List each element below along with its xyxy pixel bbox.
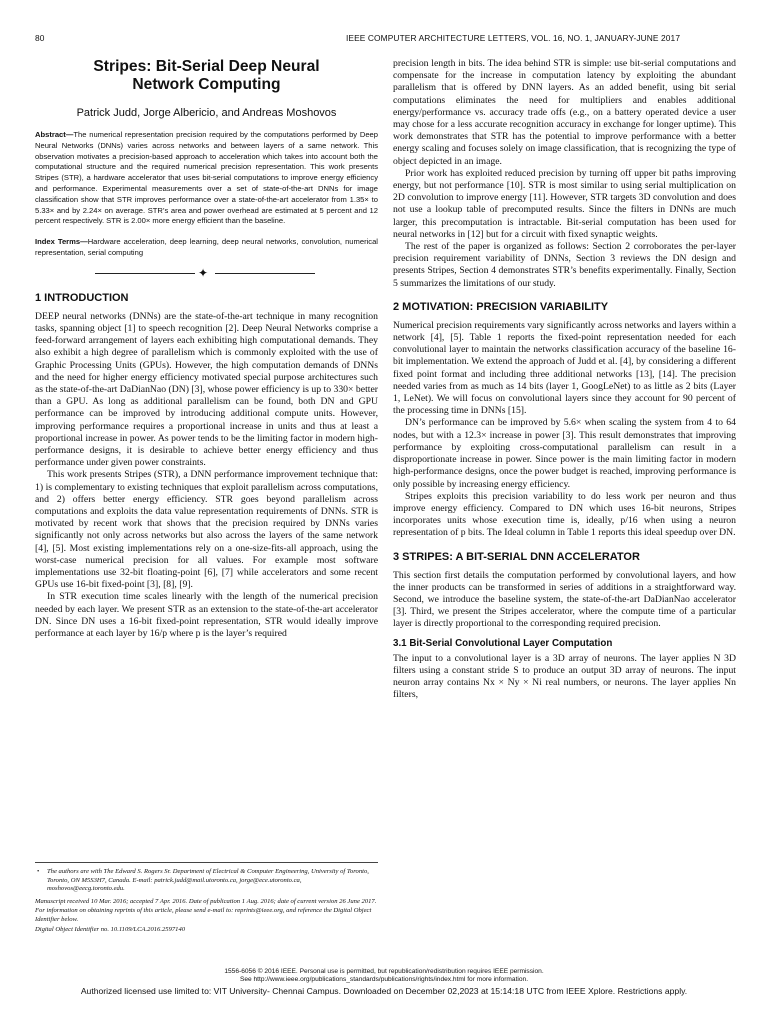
section-2-paragraph-2: DN’s performance can be improved by 5.6× when scaling the system from 4 to 64 nodes, but with a 12.3× increase in power [3]. This result demonstrates that improving performance by exploiting cross-computational parallelism can result in a disproportionate increase in power. Since power is the main limiting factor in modern high-performance designs, once the power budget is reached, improving performance is only possible by increasing energy efficiency.: [393, 417, 736, 490]
left-column: [35, 58, 378, 640]
subsection-3-1-heading: 3.1 Bit-Serial Convolutional Layer Computation: [393, 637, 613, 649]
section-1-heading: 1 INTRODUCTION: [35, 291, 129, 304]
section-divider: [35, 267, 378, 281]
paper-title: [35, 58, 378, 94]
divider-ornament-icon: ✦: [198, 265, 209, 280]
section-2-heading: 2 MOTIVATION: PRECISION VARIABILITY: [393, 300, 609, 313]
index-terms-label: Index Terms—: [35, 237, 88, 247]
prior-work-paragraph: Prior work has exploited reduced precision by turning off upper bit paths improving energy, but not performance [10]. STR is most similar to using serial multiplication on 2D convolution to improve energy [11]. However, STR targets 3D convolution and does not use a lookup table of precomputed results. Since the filters in DNNs are much larger, this precomputation is intractable. Bit-serial computation has been used for neural networks in [12] but for a circuit with fixed synaptic weights.: [393, 167, 736, 240]
copyright-notice: [0, 968, 768, 984]
section-3-paragraph-1: This section first details the computation performed by convolutional layers, and how the inner products can be transformed in series of additions in a straightforward way. Second, we introduce the baseline system, the state-of-the-art DaDianNao accelerator [3]. Third, we present the Stripes accelerator, where the compute time of a particular layer is directly proportional to the corresponding required precision.: [393, 569, 736, 630]
section-3-heading: 3 STRIPES: A BIT-SERIAL DNN ACCELERATOR: [393, 550, 640, 563]
title-line-1: Stripes: Bit-Serial Deep Neural: [93, 58, 320, 75]
intro-continued-paragraph: precision length in bits. The idea behind STR is simple: use bit-serial computations and compensate for the increase in computation latency by exploiting the abundant parallelism that is offered by DNN layers. As an added benefit, using bit serial computations eliminates the need for multipliers and enables additional energy/performance vs. accuracy trade offs (e.g., on a battery operated device a user may chose for a less accurate recognition accuracy in exchange for longer uptime). This work demonstrates that STR has the potential to improve performance with a better energy scaling and focuses solely on image classification, that is recognizing the type of object depicted in an image.: [393, 58, 736, 167]
footnote-doi: Digital Object Identifier no. 10.1109/LCA.2016.2597140: [35, 925, 186, 933]
footnotes: [35, 862, 378, 935]
copyright-line-2: See http://www.ieee.org/publications_standards/publications/rights/index.html for more information.: [239, 976, 529, 983]
divider-line-right: [215, 273, 315, 274]
intro-paragraph-2: This work presents Stripes (STR), a DNN performance improvement technique that: 1) is complementary to existing techniques that exploit parallelism across computations, and 2) offers better energy efficiency. STR goes beyond parallelism across computations and exploits the data value representation requirements of DNNs. STR is motivated by recent work that shows that the precision required by DNNs varies significantly not only across networks but also across the layers of the same network [4], [5]. Most existing implementations rely on a one-size-fits-all approach, using the worst-case numerical precision for all values. For example most software implementations use 32-bit floating-point [6], [7] while accelerators and some recent GPUs use 16-bit fixed-point [3], [8], [9].: [35, 469, 378, 591]
right-column: [393, 58, 736, 701]
section-2-paragraph-3: Stripes exploits this precision variability to do less work per neuron and thus improve energy efficiency. Compared to DN which uses 16-bit neurons, Stripes incorporates units whose execution time is, ideally, p/16 when using a neuron representation of p bits. The Ideal column in Table 1 reports this ideal speedup over DN.: [393, 490, 736, 539]
footnote-reprints: For information on obtaining reprints of this article, please send e-mail to: reprints@ieee.org, and reference the Digital Object Identifier below.: [35, 907, 372, 923]
download-notice: Authorized licensed use limited to: VIT University- Chennai Campus. Downloaded on December 02,2023 at 15:14:18 UTC from IEEE Xplore. Restrictions apply.: [80, 986, 688, 996]
journal-header: IEEE COMPUTER ARCHITECTURE LETTERS, VOL. 16, NO. 1, JANUARY-JUNE 2017: [346, 33, 681, 43]
subsection-3-1-paragraph-1: The input to a convolutional layer is a 3D array of neurons. The layer applies N 3D filters using a constant stride S to produce an output 3D array of neurons. The input neuron array contains Nx × Ny × Ni real numbers, or neurons. The layer applies Nn filters,: [393, 652, 736, 701]
index-terms-text: Hardware acceleration, deep learning, deep neural networks, convolution, numerical representation, serial computing: [35, 237, 378, 257]
section-2-paragraph-1: Numerical precision requirements vary significantly across networks and layers within a network [4], [5]. Table 1 reports the fixed-point representation needed for each convolutional layer to maintain the networks classification accuracy of the baseline 16-bit implementation. We extend the approach of Judd et al. [4], by considering a different fixed point format and including three additional networks [13], [14]. The precision needed varies from as much as 14 bits (layer 1, GoogLeNet) to as little as 2 bits (Layer 1, LeNet). We will focus on convolutional layers since they account for 90 percent of the processing time in DNNs [15].: [393, 319, 736, 417]
organization-paragraph: The rest of the paper is organized as follows: Section 2 corroborates the per-layer precision requirement variability of DNNs, Section 3 reviews the DN design and presents Stripes, Section 4 demonstrates STR’s benefits experimentally. Finally, Section 5 summarizes the limitations of our study.: [393, 241, 736, 289]
abstract-label: Abstract—: [35, 130, 74, 139]
copyright-line-1: 1556-6056 © 2016 IEEE. Personal use is permitted, but republication/redistribution requires IEEE permission.: [224, 968, 544, 975]
author-list: Patrick Judd, Jorge Albericio, and Andreas Moshovos: [76, 107, 337, 119]
abstract: [35, 130, 378, 227]
title-line-2: Network Computing: [132, 76, 281, 93]
page-number: 80: [35, 33, 45, 43]
intro-paragraph-3: In STR execution time scales linearly with the length of the numerical precision needed by each layer. We present STR as an extension to the state-of-the-art accelerator DN. Since DN uses a 16-bit fixed-point representation, STR would ideally improve performance at each layer by 16/p where p is the layer’s required: [35, 591, 378, 640]
divider-line-left: [95, 273, 195, 274]
footnote-affiliation: • The authors are with The Edward S. Rogers Sr. Department of Electrical & Computer Engineering, University of Toronto, Toronto, ON M5S3H7, Canada. E-mail: patrick.judd@mail.utoronto.ca, jorge@ece.utoronto.ca, moshovos@eecg.toronto.edu.: [35, 868, 378, 894]
intro-paragraph-1: DEEP neural networks (DNNs) are the state-of-the-art technique in many recognition tasks, spanning object [1] to speech recognition [2]. Deep Neural Networks comprise a feed-forward arrangement of layers each exhibiting high computational demands. They also exhibit a high degree of parallelism which is commonly exploited with the use of Graphic Processing Units (GPUs). However, the high computation demands of DNNs and the need for higher energy efficiency motivated special purpose architectures such as the state-of-the-art DaDianNao (DN) [3], whose power efficiency is up to 330× better than a GPU. As long as additional parallelism can be found, both DN and GPU performance can be improved by introducing additional compute units. However, improving performance requires a proportional increase in units and thus at least a proportional increase in power. As power tends to be the limiting factor in modern high-performance designs, it is desirable to achieve better energy efficiency and thus performance under given power constraints.: [35, 310, 378, 469]
index-terms: [35, 237, 378, 259]
abstract-text: The numerical representation precision required by the computations performed by Deep Neural Networks (DNNs) varies across networks and between layers of a same network. This observation motivates a precision-based approach to acceleration which takes into account both the computational structure and the required numerical precision representation. This work presents Stripes (STR), a hardware accelerator that uses bit-serial computations to improve energy efficiency and performance. Experimental measurements over a set of state-of-the-art DNNs for image classification show that STR improves performance over a state-of-the-art accelerator from 1.35× to 5.33× and by 2.24× on average. STR’s area and power overhead are estimated at 5 percent and 12 percent respectively. STR is 2.00× more energy efficient than the baseline.: [35, 130, 378, 226]
footnote-manuscript: Manuscript received 10 Mar. 2016; accepted 7 Apr. 2016. Date of publication 1 Aug. 2016; date of current version 26 June 2017.: [35, 897, 377, 905]
